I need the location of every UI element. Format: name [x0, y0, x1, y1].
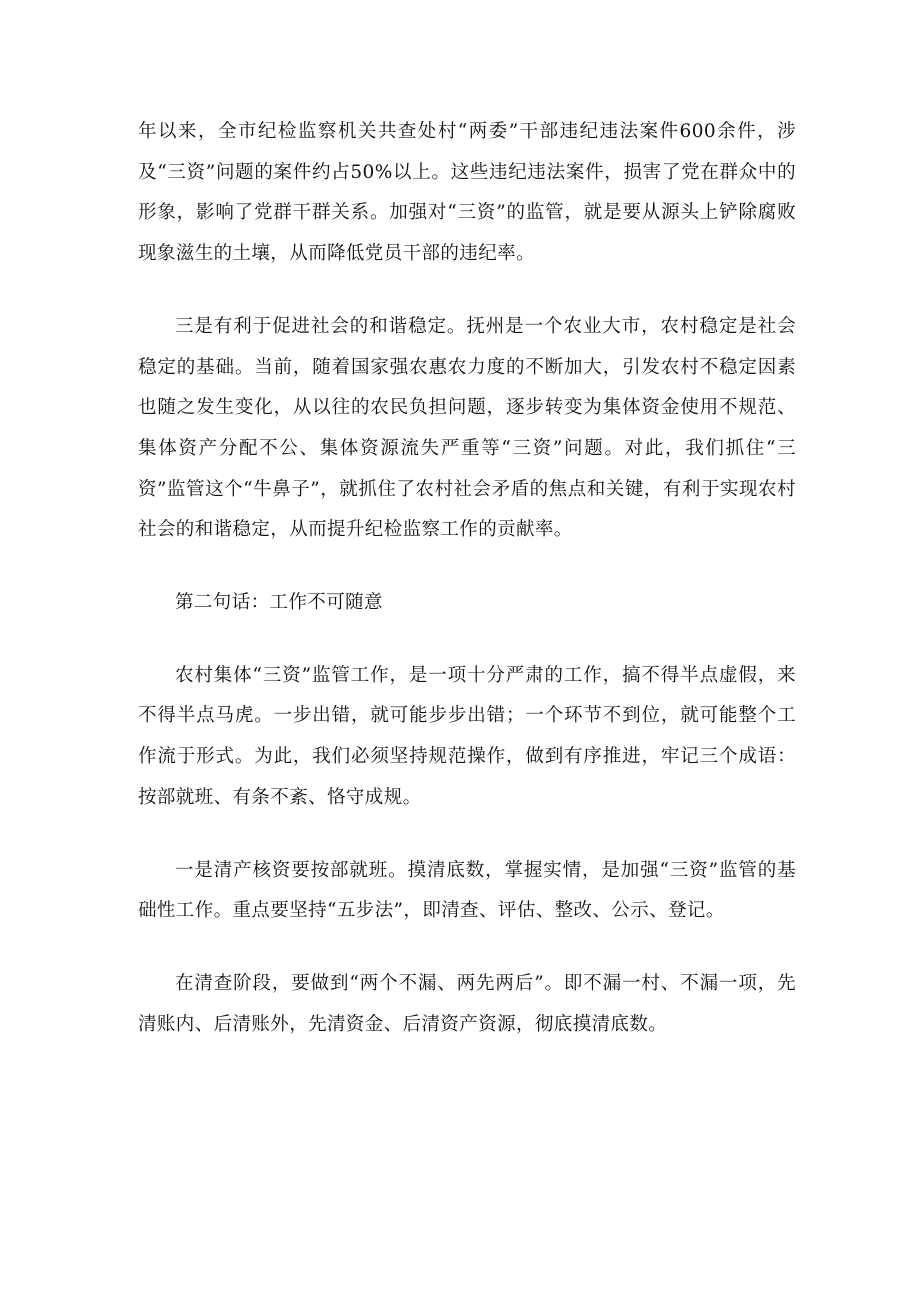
paragraph-social-stability: 三是有利于促进社会的和谐稳定。抚州是一个农业大市，农村稳定是社会稳定的基础。当前，随着国家强农惠农力度的不断加大，引发农村不稳定因素也随之发生变化，从以往的农民负担问题，逐步转变为集体资金使用不规范、集体资产分配不公、集体资源流失严重等“三资”问题。对此，我们抓住“三资”监管这个“牛鼻子”，就抓住了农村社会矛盾的焦点和关键，有利于实现农村社会的和谐稳定，从而提升纪检监察工作的贡献率。: [138, 315, 796, 541]
document-body: [138, 112, 796, 1045]
paragraph-case-statistics: 年以来，全市纪检监察机关共查处村“两委”干部违纪违法案件600余件，涉及“三资”问题的案件约占50%以上。这些违纪违法案件，损害了党在群众中的形象，影响了党群干群关系。加强对“三资”的监管，就是要从源头上铲除腐败现象滋生的土壤，从而降低党员干部的违纪率。: [138, 121, 796, 265]
paragraph-asset-verification: 一是清产核资要按部就班。摸清底数，掌握实情，是加强“三资”监管的基础性工作。重点要坚持“五步法”，即清查、评估、整改、公示、登记。: [138, 859, 796, 922]
paragraph-inspection-stage: 在清查阶段，要做到“两个不漏、两先两后”。即不漏一村、不漏一项，先清账内、后清账外，先清资金、后清资产资源，彻底摸清底数。: [138, 972, 796, 1035]
paragraph-standard-operation: 农村集体“三资”监管工作，是一项十分严肃的工作，搞不得半点虚假，来不得半点马虎。一步出错，就可能步步出错；一个环节不到位，就可能整个工作流于形式。为此，我们必须坚持规范操作，做到有序推进，牢记三个成语：按部就班、有条不紊、恪守成规。: [138, 664, 796, 808]
section-heading-second-sentence: 第二句话：工作不可随意: [175, 592, 383, 614]
